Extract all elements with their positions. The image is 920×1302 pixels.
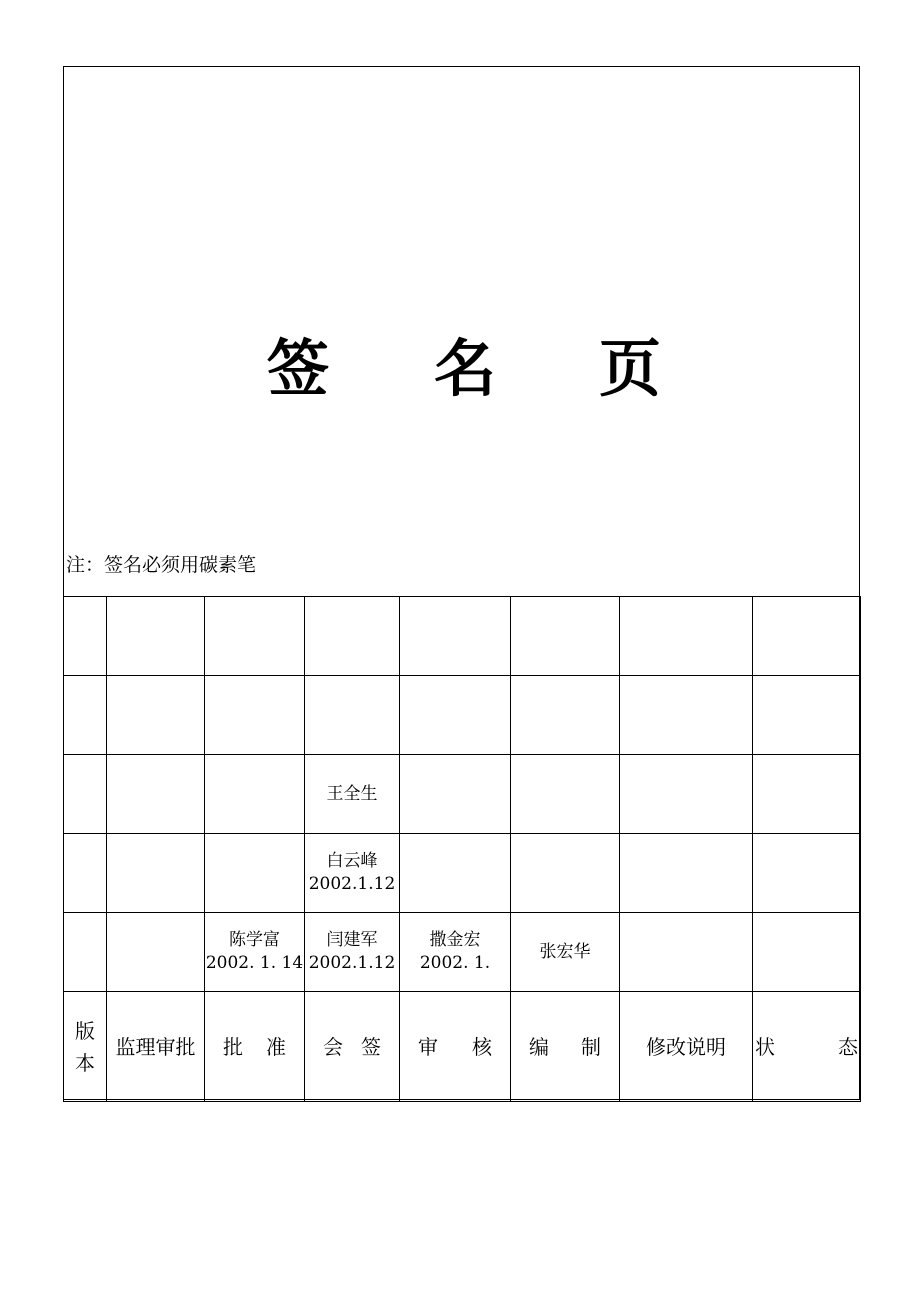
countersign-signature: 王全生 (305, 755, 400, 834)
compile-signature: 张宏华 (511, 913, 620, 992)
table-cell (753, 834, 861, 913)
table-cell (620, 755, 753, 834)
signature-page-frame (63, 66, 860, 1100)
table-row (64, 676, 861, 755)
table-cell (205, 755, 305, 834)
header-version (64, 992, 107, 1102)
review-signature-cell (400, 913, 511, 992)
table-cell (205, 676, 305, 755)
table-cell (64, 676, 107, 755)
countersign-signature-cell (305, 913, 400, 992)
sign-date: 2002.1.12 (308, 874, 396, 894)
table-cell (620, 597, 753, 676)
header-approve (205, 992, 305, 1102)
table-cell (511, 834, 620, 913)
header-approve-char-1: 批 (223, 1034, 243, 1059)
header-review (400, 992, 511, 1102)
table-cell (205, 597, 305, 676)
sign-date: 2002.1.12 (308, 953, 396, 973)
table-cell (400, 834, 511, 913)
header-review-char-1: 审 (418, 1034, 438, 1059)
signer-name: 撒金宏 (429, 930, 481, 950)
table-cell (107, 676, 205, 755)
table-cell (620, 913, 753, 992)
sign-date: 2002. 1. (419, 953, 491, 973)
page-title (64, 329, 859, 409)
signer-name: 闫建军 (326, 930, 378, 950)
table-header-row (64, 992, 861, 1102)
table-cell (620, 834, 753, 913)
title-char-2: 名 (434, 332, 497, 405)
table-cell (400, 597, 511, 676)
signature-table (63, 596, 861, 1102)
header-countersign (305, 992, 400, 1102)
pen-note: 注：签名必须用碳素笔 (66, 554, 257, 576)
header-countersign-char-2: 签 (361, 1034, 381, 1059)
header-countersign-char-1: 会 (323, 1034, 343, 1059)
table-cell (64, 913, 107, 992)
header-version-char-1: 版 (75, 1018, 95, 1043)
table-cell (511, 755, 620, 834)
title-char-3: 页 (599, 332, 662, 405)
header-compile-char-1: 编 (529, 1034, 549, 1059)
table-cell (753, 755, 861, 834)
approve-signature-cell (205, 913, 305, 992)
table-cell (620, 676, 753, 755)
countersign-signature-cell (305, 834, 400, 913)
header-status (753, 992, 861, 1102)
table-cell (64, 597, 107, 676)
table-cell (305, 676, 400, 755)
table-cell (205, 834, 305, 913)
table-cell (64, 755, 107, 834)
header-revision-notes: 修改说明 (620, 992, 753, 1102)
table-cell (753, 676, 861, 755)
table-cell (305, 597, 400, 676)
table-cell (511, 597, 620, 676)
table-cell (107, 913, 205, 992)
table-cell (107, 755, 205, 834)
table-row (64, 755, 861, 834)
title-char-1: 签 (267, 332, 330, 405)
header-compile-char-2: 制 (581, 1034, 601, 1059)
header-status-char-2: 态 (838, 1034, 858, 1059)
header-approve-char-2: 准 (266, 1034, 286, 1059)
header-supervisor: 监理审批 (107, 992, 205, 1102)
table-cell (753, 913, 861, 992)
header-status-char-1: 状 (755, 1034, 775, 1059)
header-review-char-2: 核 (472, 1034, 492, 1059)
table-cell (400, 676, 511, 755)
header-version-char-2: 本 (75, 1050, 95, 1075)
table-cell (107, 834, 205, 913)
table-cell (753, 597, 861, 676)
signer-name: 陈学富 (229, 930, 280, 950)
table-row (64, 597, 861, 676)
table-cell (107, 597, 205, 676)
sign-date: 2002. 1. 14 (205, 953, 304, 973)
table-cell (400, 755, 511, 834)
table-row (64, 913, 861, 992)
table-cell (511, 676, 620, 755)
table-cell (64, 834, 107, 913)
table-row (64, 834, 861, 913)
header-compile (511, 992, 620, 1102)
signer-name: 白云峰 (326, 851, 378, 871)
